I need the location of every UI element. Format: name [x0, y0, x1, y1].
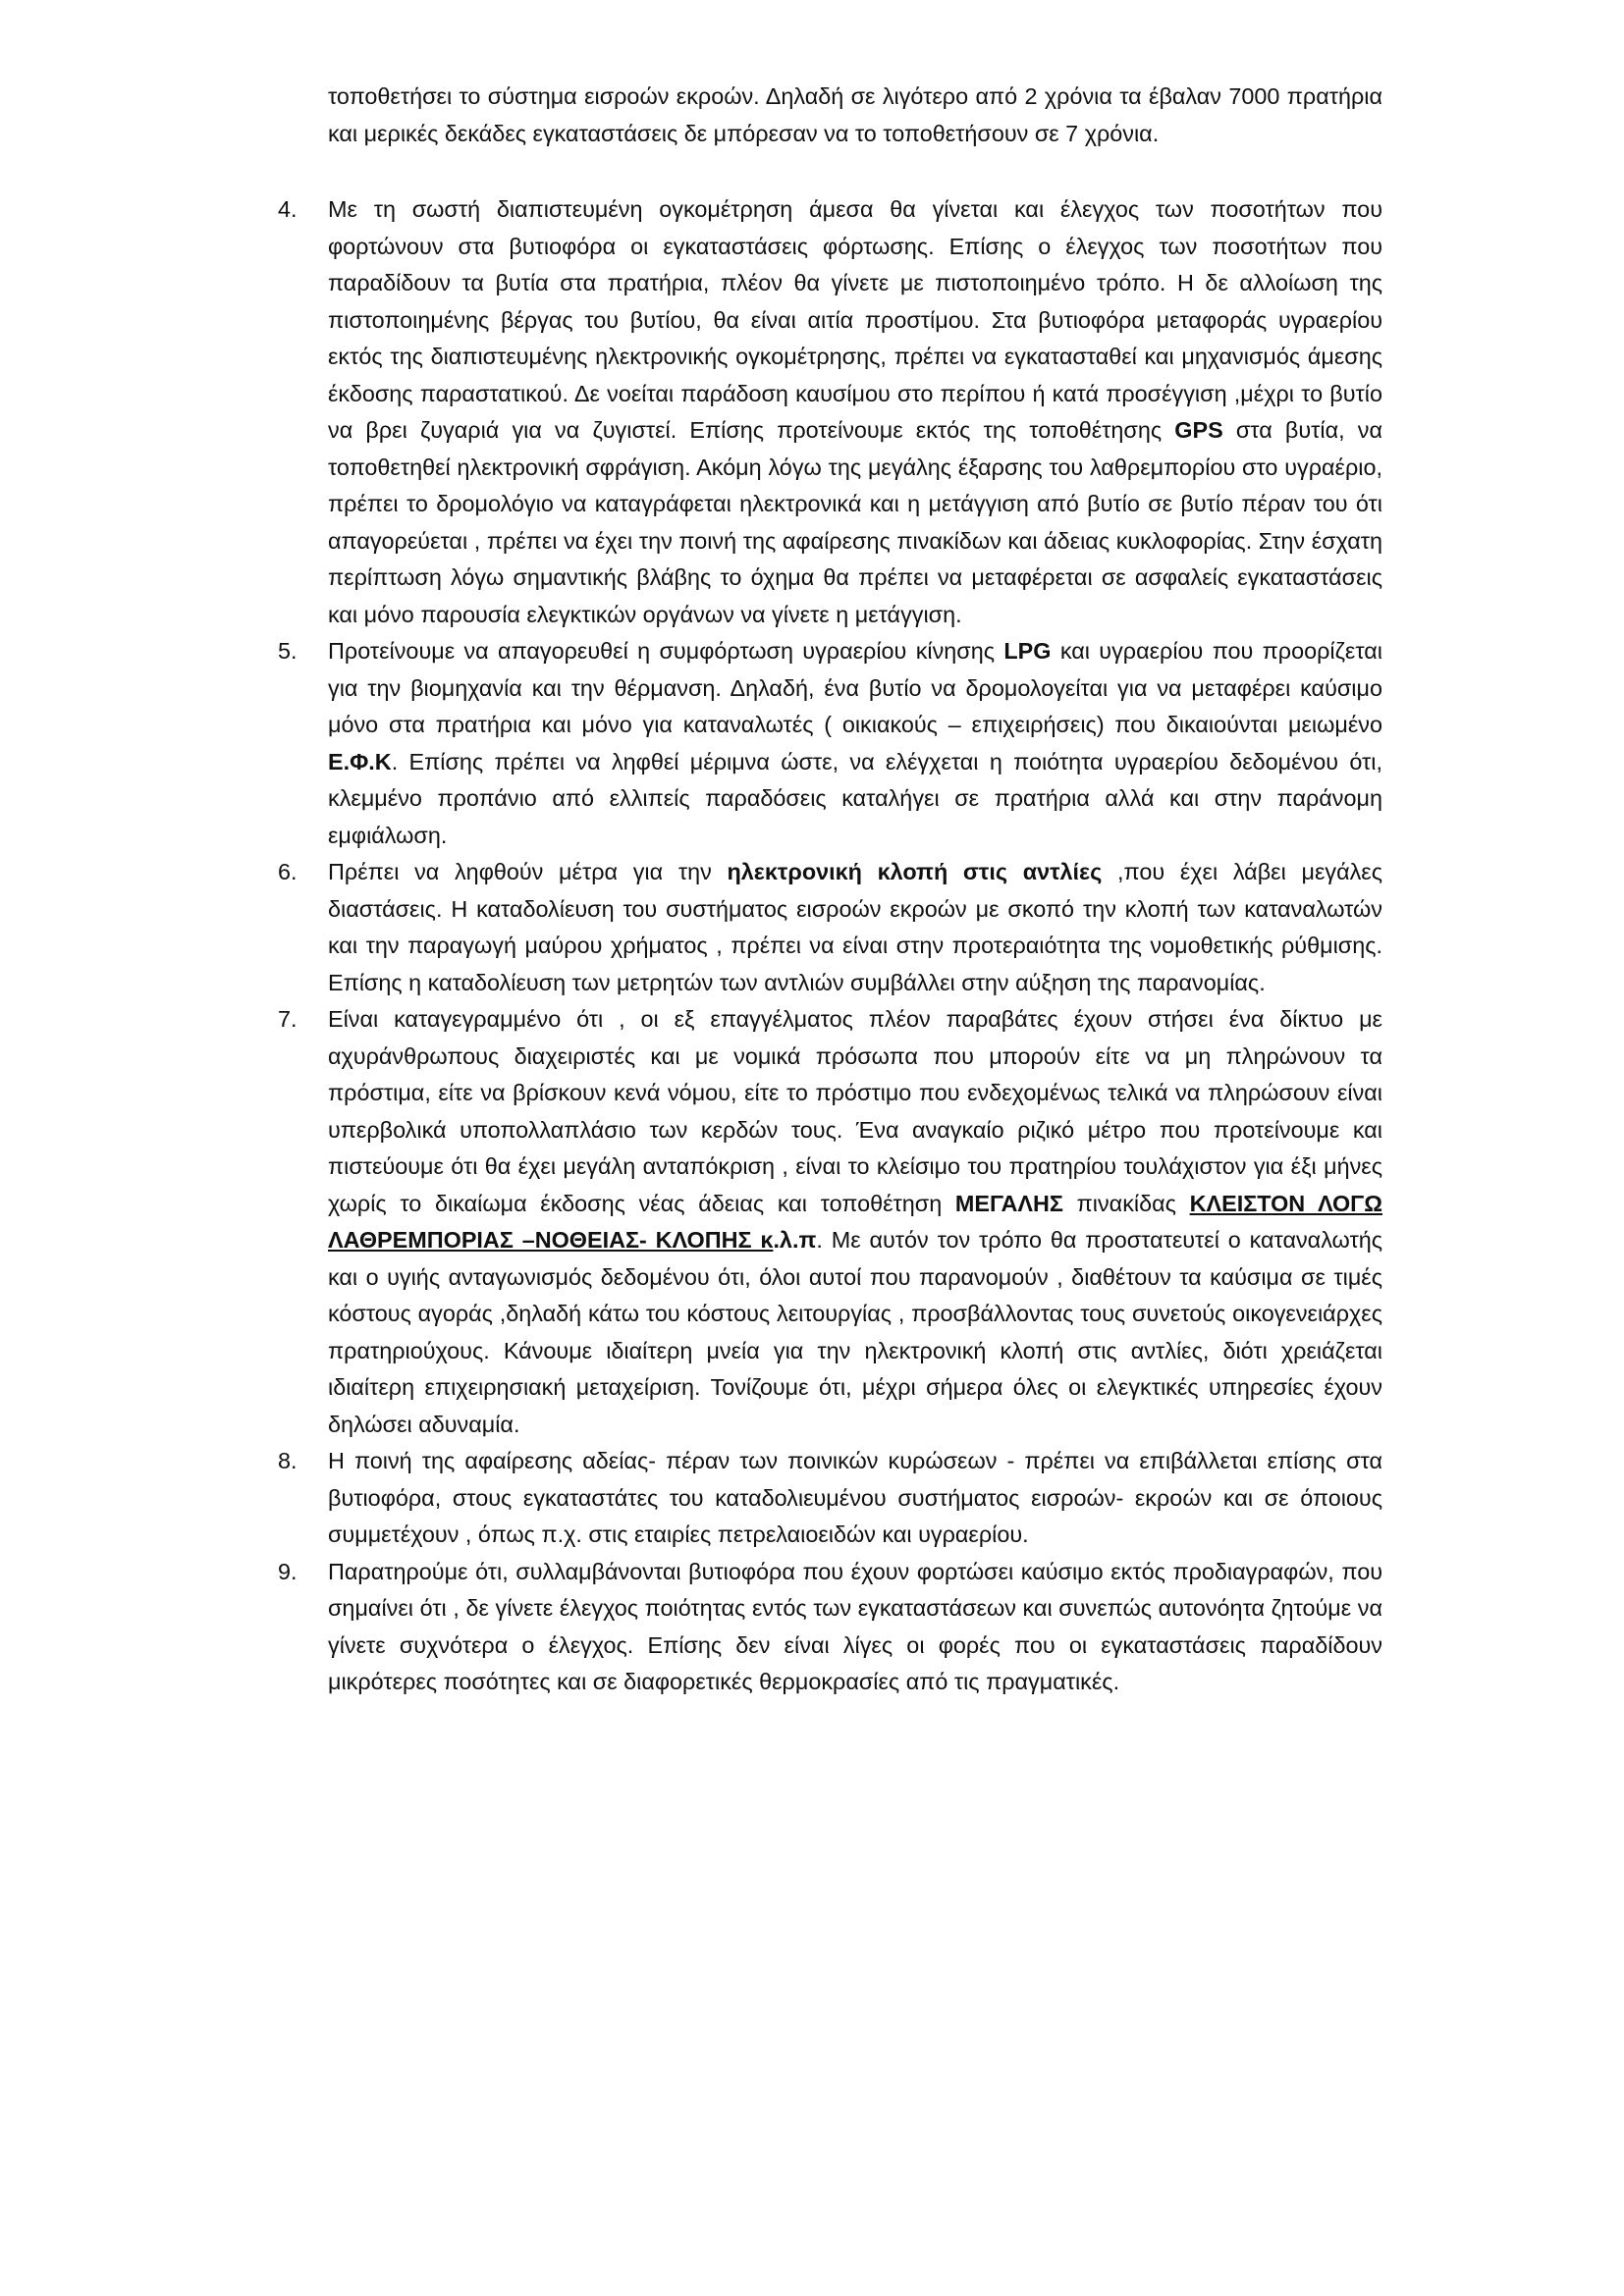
item-text: και υγραερίου που προορίζεται για την βιομηχανία και την θέρμανση. Δηλαδή, ένα βυτίο να δρομολογείται για να μεταφέρει καύσιμο μόνο στα πρατήρια και μόνο για καταναλωτές ( οικιακούς – επιχειρήσεις) που δικαιούνται μειωμένο	[328, 638, 1382, 737]
list-number: 5.	[278, 638, 298, 664]
item-text: . Με αυτόν τον τρόπο θα προστατευτεί ο καταναλωτής και ο υγιής ανταγωνισμός δεδομένου ότι, όλοι αυτοί που παρανομούν , διαθέτουν τα καύσιμα σε τιμές κόστους αγοράς ,δηλαδή κάτω του κόστους λειτουργίας , προσβάλλοντας τους συνετούς οικογενειάρχες πρατηριούχους. Κάνουμε ιδιαίτερη μνεία για την ηλεκτρονική κλοπή στις αντλίες, διότι χρειάζεται ιδιαίτερη επιχειρησιακή μεταχείριση. Τονίζουμε ότι, μέχρι σήμερα όλες οι ελεγκτικές υπηρεσίες έχουν δηλώσει αδυναμία.	[328, 1227, 1382, 1437]
list-item-7	[273, 1001, 1382, 1443]
list-number: 6.	[278, 859, 298, 884]
paragraph-spacer	[273, 152, 1382, 191]
item-text: Προτείνουμε να απαγορευθεί η συμφόρτωση υγραερίου κίνησης	[328, 638, 1004, 664]
list-item-5	[273, 633, 1382, 854]
item-text: Με τη σωστή διαπιστευμένη ογκομέτρηση άμεσα θα γίνεται και έλεγχος των ποσοτήτων που φορτώνουν στα βυτιοφόρα οι εγκαταστάσεις φόρτωσης. Επίσης ο έλεγχος των ποσοτήτων που παραδίδουν τα βυτία στα πρατήρια, πλέον θα γίνετε με πιστοποιημένο τρόπο. Η δε αλλοίωση της πιστοποιημένης βέργας του βυτίου, θα είναι αιτία προστίμου. Στα βυτιοφόρα μεταφοράς υγραερίου εκτός της διαπιστευμένης ηλεκτρονικής ογκομέτρησης, πρέπει να εγκατασταθεί και μηχανισμός άμεσης έκδοσης παραστατικού. Δε νοείται παράδοση καυσίμου στο περίπου ή κατά προσέγγιση ,μέχρι το βυτίο να βρει ζυγαριά για να ζυγιστεί. Επίσης προτείνουμε εκτός της τοποθέτησης	[328, 196, 1382, 443]
list-item-6	[273, 854, 1382, 1001]
item-text: Πρέπει να ληφθούν μέτρα για την	[328, 859, 728, 884]
item-bold-text: ηλεκτρονική κλοπή στις αντλίες	[727, 859, 1103, 884]
item-text: . Επίσης πρέπει να ληφθεί μέριμνα ώστε, να ελέγχεται η ποιότητα υγραερίου δεδομένου ότι, κλεμμένο προπάνιο από ελλιπείς παραδόσεις καταλήγει σε πρατήρια αλλά και στην παράνομη εμφιάλωση.	[328, 748, 1382, 848]
list-number: 8.	[278, 1448, 298, 1473]
closed-sign-text: ΚΛΕΙΣΤΟΝ ΛΟΓΩ ΛΑΘΡΕΜΠΟΡΙΑΣ –ΝΟΘΕΙΑΣ- ΚΛΟΠΗΣ κ	[328, 1190, 1382, 1253]
item-text: ,που έχει λάβει μεγάλες διαστάσεις. Η καταδολίευση του συστήματος εισροών εκροών με σκοπό την κλοπή των καταναλωτών και την παραγωγή μαύρου χρήματος , πρέπει να είναι στην προτεραιότητα της νομοθετικής ρύθμισης. Επίσης η καταδολίευση των μετρητών των αντλιών συμβάλλει στην αύξηση της παρανομίας.	[328, 859, 1382, 995]
item-bold-text: .λ.π	[773, 1227, 817, 1253]
list-number: 7.	[278, 1006, 298, 1032]
item-text: Η ποινή της αφαίρεσης αδείας- πέραν των ποινικών κυρώσεων - πρέπει να επιβάλλεται επίσης στα βυτιοφόρα, στους εγκαταστάτες του καταδολιευμένου συστήματος εισροών- εκροών και σε όποιους συμμετέχουν , όπως π.χ. στις εταιρίες πετρελαιοειδών και υγραερίου.	[328, 1448, 1382, 1547]
item-bold-text: LPG	[1003, 638, 1052, 664]
numbered-list	[273, 191, 1382, 1701]
list-item-8	[273, 1443, 1382, 1554]
list-item-4	[273, 191, 1382, 633]
item-bold-text: GPS	[1174, 417, 1223, 443]
list-item-9	[273, 1554, 1382, 1701]
item-text: Είναι καταγεγραμμένο ότι , οι εξ επαγγέλματος πλέον παραβάτες έχουν στήσει ένα δίκτυο με αχυράνθρωπους διαχειριστές και με νομικά πρόσωπα που μπορούν είτε να μη πληρώνουν τα πρόστιμα, είτε να βρίσκουν κενά νόμου, είτε το πρόστιμο που ενδεχομένως τελικά να πληρώσουν είναι υπερβολικά υποπολλαπλάσιο των κερδών τους. Ένα αναγκαίο ριζικό μέτρο που προτείνουμε και πιστεύουμε ότι θα έχει μεγάλη ανταπόκριση , είναι το κλείσιμο του πρατηρίου τουλάχιστον για έξι μήνες χωρίς το δικαίωμα έκδοσης νέας άδειας και τοποθέτηση	[328, 1006, 1382, 1216]
list-number: 4.	[278, 196, 298, 222]
item-text: πινακίδας	[1062, 1190, 1190, 1216]
item-text: στα βυτία, να τοποθετηθεί ηλεκτρονική σφράγιση. Ακόμη λόγω της μεγάλης έξαρσης του λαθρεμπορίου στο υγραέριο, πρέπει το δρομολόγιο να καταγράφεται ηλεκτρονικά και η μετάγγιση από βυτίο σε βυτίο πέραν του ότι απαγορεύεται , πρέπει να έχει την ποινή της αφαίρεσης πινακίδων και άδειας κυκλοφορίας. Στην έσχατη περίπτωση λόγω σημαντικής βλάβης το όχημα θα πρέπει να μεταφέρεται σε ασφαλείς εγκαταστάσεις και μόνο παρουσία ελεγκτικών οργάνων να γίνετε η μετάγγιση.	[328, 417, 1382, 627]
list-number: 9.	[278, 1558, 298, 1584]
item-text: Παρατηρούμε ότι, συλλαμβάνονται βυτιοφόρα που έχουν φορτώσει καύσιμο εκτός προδιαγραφών, που σημαίνει ότι , δε γίνετε έλεγχος ποιότητας εντός των εγκαταστάσεων και συνεπώς αυτονόητα ζητούμε να γίνετε συχνότερα ο έλεγχος. Επίσης δεν είναι λίγες οι φορές που οι εγκαταστάσεις παραδίδουν μικρότερες ποσότητες και σε διαφορετικές θερμοκρασίες από τις πραγματικές.	[328, 1558, 1382, 1694]
item-bold-text: ΜΕΓΑΛΗΣ	[954, 1190, 1063, 1216]
item-bold-text: Ε.Φ.Κ	[328, 748, 392, 774]
intro-paragraph: τοποθετήσει το σύστημα εισροών εκροών. Δηλαδή σε λιγότερο από 2 χρόνια τα έβαλαν 7000 πρατήρια και μερικές δεκάδες εγκαταστάσεις δε μπόρεσαν να το τοποθετήσουν σε 7 χρόνια.	[328, 83, 1382, 146]
document-body	[273, 79, 1382, 1701]
